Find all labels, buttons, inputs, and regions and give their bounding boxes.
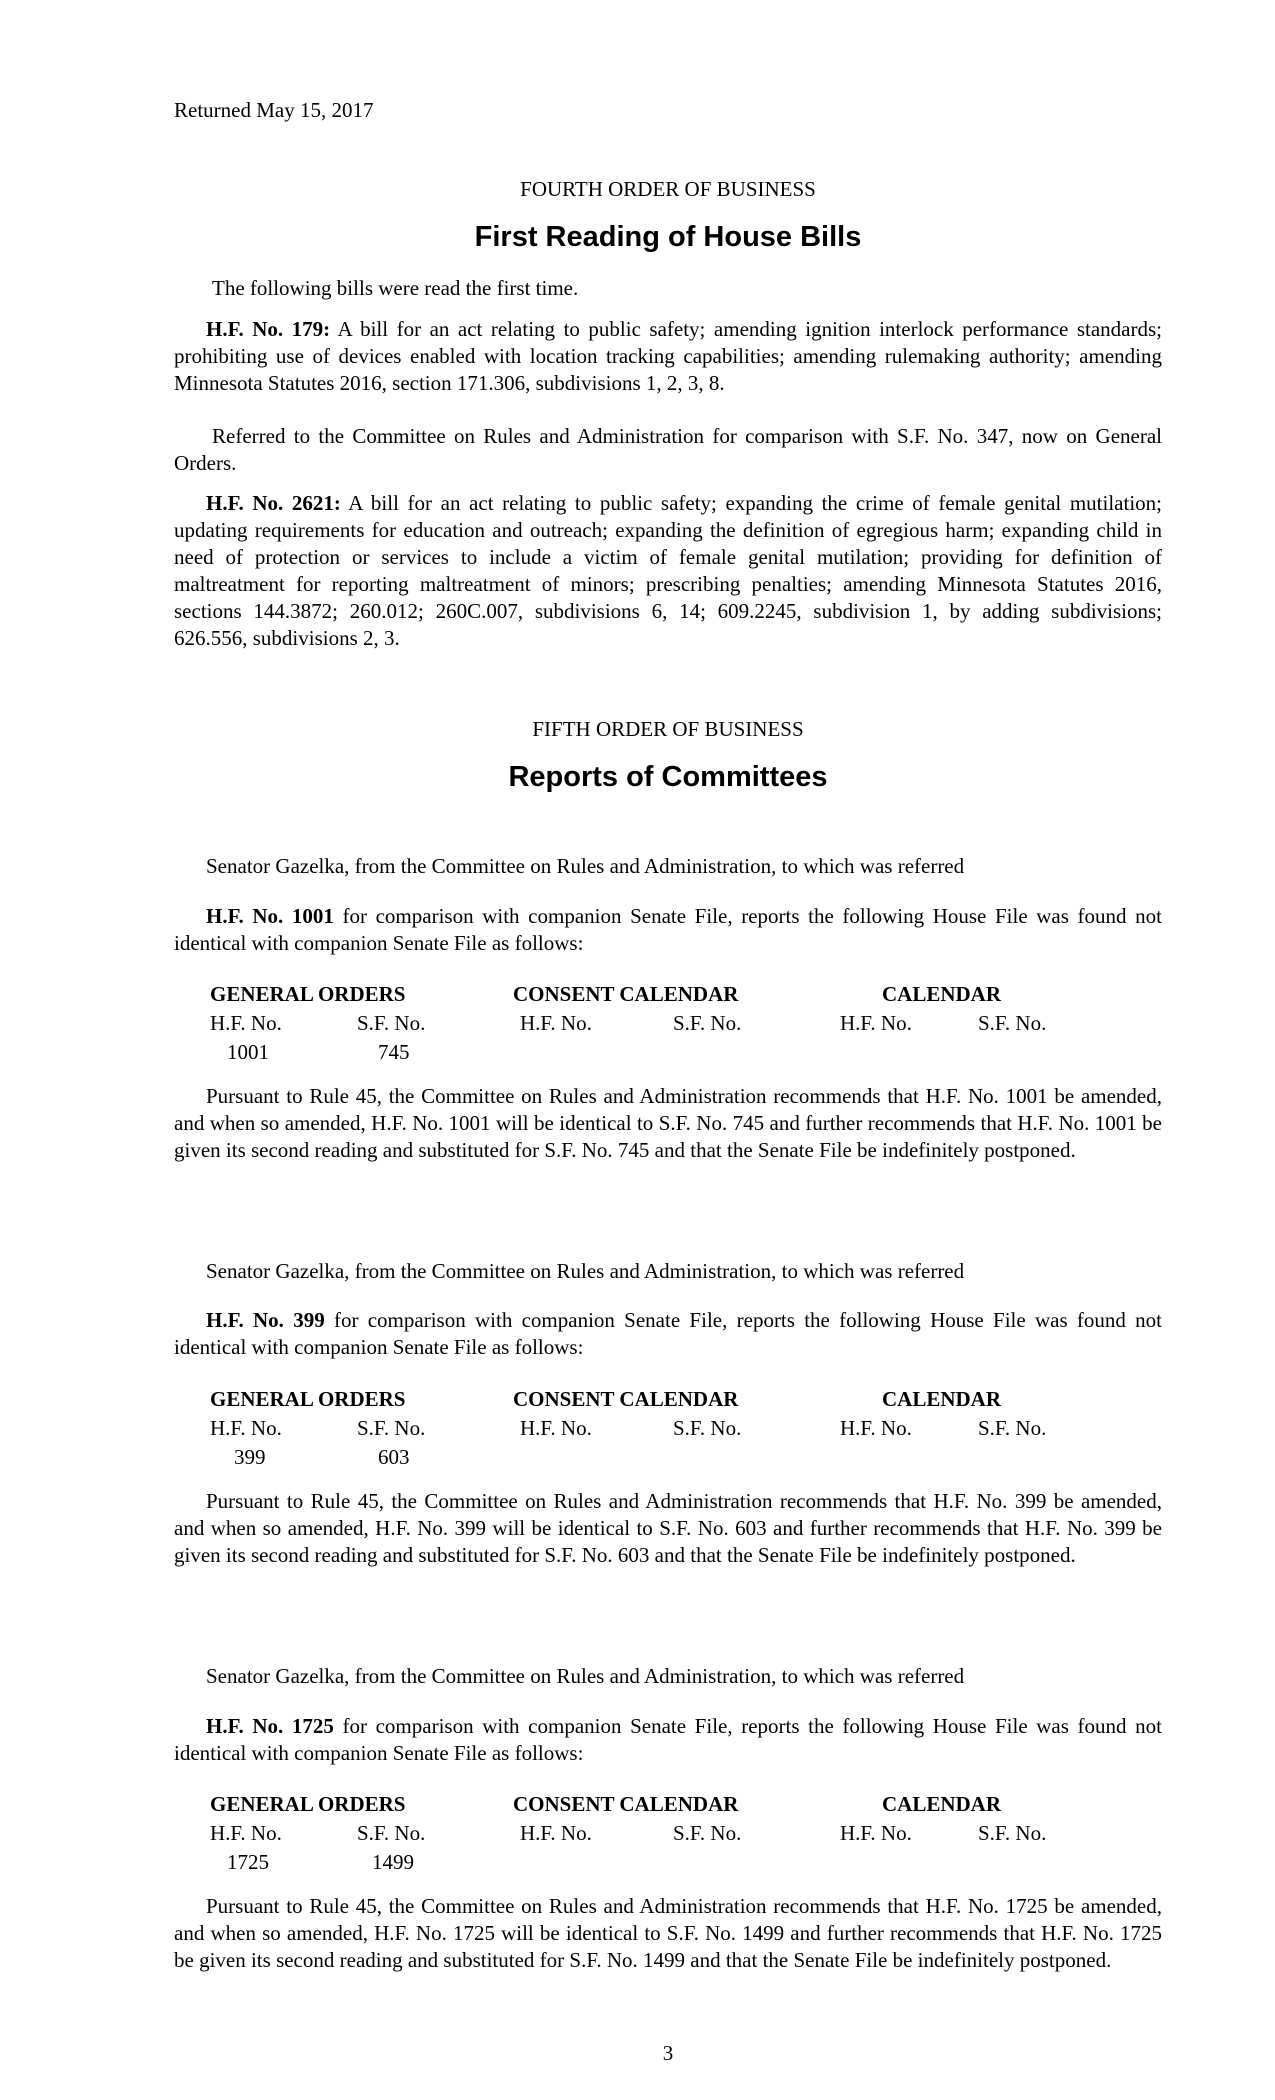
bill-hf-179: [174, 316, 1162, 397]
calendar-sf-col: S.F. No.: [978, 1821, 1047, 1845]
first-reading-intro: The following bills were read the first time.: [212, 276, 579, 300]
report-finding: H.F. No. 1725 for comparison with companion Senate File, reports the following House File was found not identical with companion Senate File as follows:: [174, 1714, 1162, 1765]
general-orders-hf-value: 1725: [227, 1850, 269, 1874]
consent-calendar-sf-col: S.F. No.: [673, 1011, 742, 1035]
consent-calendar-hf-col: H.F. No.: [520, 1821, 592, 1845]
general-orders-sf-value: 745: [378, 1040, 410, 1064]
report-intro: Senator Gazelka, from the Committee on Rules and Administration, to which was referred: [206, 1664, 965, 1688]
calendar-hf-col: H.F. No.: [840, 1011, 912, 1035]
consent-calendar-header: CONSENT CALENDAR: [513, 1387, 739, 1411]
consent-calendar-hf-col: H.F. No.: [520, 1416, 592, 1440]
general-orders-hf-col: H.F. No.: [210, 1011, 282, 1035]
bill-description: A bill for an act relating to public safety; amending ignition interlock performance standards; prohibiting use of devices enabled with location tracking capabilities; amending rulemaking authority; amending Minnesota Statutes 2016, section 171.306, subdivisions 1, 2, 3, 8.: [174, 317, 1162, 395]
report-hf-number: H.F. No. 1001: [206, 904, 334, 928]
general-orders-sf-col: S.F. No.: [357, 1011, 426, 1035]
general-orders-hf-value: 399: [234, 1445, 266, 1469]
calendar-sf-col: S.F. No.: [978, 1011, 1047, 1035]
general-orders-sf-value: 603: [378, 1445, 410, 1469]
first-reading-title: First Reading of House Bills: [474, 221, 862, 253]
page-number: 3: [662, 2041, 674, 2065]
bill-number: H.F. No. 2621:: [206, 491, 341, 515]
fifth-order-label: FIFTH ORDER OF BUSINESS: [532, 717, 804, 741]
report-finding: H.F. No. 399 for comparison with companion Senate File, reports the following House File was found not identical with companion Senate File as follows:: [174, 1308, 1162, 1359]
consent-calendar-hf-col: H.F. No.: [520, 1011, 592, 1035]
consent-calendar-header: CONSENT CALENDAR: [513, 982, 739, 1006]
reports-of-committees-title: Reports of Committees: [508, 761, 828, 793]
calendar-table: [210, 981, 1110, 1071]
general-orders-header: GENERAL ORDERS: [210, 1387, 406, 1411]
calendar-header: CALENDAR: [882, 1792, 1002, 1816]
general-orders-sf-value: 1499: [372, 1850, 414, 1874]
report-intro: Senator Gazelka, from the Committee on Rules and Administration, to which was referred: [206, 1259, 965, 1283]
return-date: Returned May 15, 2017: [174, 98, 374, 122]
calendar-table: [210, 1386, 1110, 1476]
general-orders-header: GENERAL ORDERS: [210, 982, 406, 1006]
general-orders-hf-value: 1001: [227, 1040, 269, 1064]
report-hf-number: H.F. No. 1725: [206, 1714, 334, 1738]
consent-calendar-header: CONSENT CALENDAR: [513, 1792, 739, 1816]
consent-calendar-sf-col: S.F. No.: [673, 1821, 742, 1845]
bill-hf-2621: [174, 490, 1162, 652]
report-intro: Senator Gazelka, from the Committee on Rules and Administration, to which was referred: [206, 854, 965, 878]
general-orders-sf-col: S.F. No.: [357, 1416, 426, 1440]
general-orders-header: GENERAL ORDERS: [210, 1792, 406, 1816]
report-hf-number: H.F. No. 399: [206, 1308, 325, 1332]
bill-description: A bill for an act relating to public safety; expanding the crime of female genital mutilation; updating requirements for education and outreach; expanding the definition of egregious harm; expanding child in need of protection or services to include a victim of female genital mutilation; providing for definition of maltreatment for reporting maltreatment of minors; prescribing penalties; amending Minnesota Statutes 2016, sections 144.3872; 260.012; 260C.007, subdivisions 6, 14; 609.2245, subdivision 1, by adding subdivisions; 626.556, subdivisions 2, 3.: [174, 491, 1162, 650]
calendar-table: [210, 1791, 1110, 1881]
report-finding: H.F. No. 1001 for comparison with companion Senate File, reports the following House File was found not identical with companion Senate File as follows:: [174, 904, 1162, 955]
calendar-header: CALENDAR: [882, 1387, 1002, 1411]
bill-number: H.F. No. 179:: [206, 317, 331, 341]
report-recommendation: Pursuant to Rule 45, the Committee on Rules and Administration recommends that H.F. No. 1725 be amended, and when so amended, H.F. No. 1725 will be identical to S.F. No. 1499 and further recommends that H.F. No. 1725 be given its second reading and substituted for S.F. No. 1499 and that the Senate File be indefinitely postponed.: [174, 1894, 1162, 1972]
calendar-hf-col: H.F. No.: [840, 1416, 912, 1440]
general-orders-sf-col: S.F. No.: [357, 1821, 426, 1845]
report-recommendation: Pursuant to Rule 45, the Committee on Rules and Administration recommends that H.F. No. 1001 be amended, and when so amended, H.F. No. 1001 will be identical to S.F. No. 745 and further recommends that H.F. No. 1001 be given its second reading and substituted for S.F. No. 745 and that the Senate File be indefinitely postponed.: [174, 1084, 1162, 1162]
report-recommendation: Pursuant to Rule 45, the Committee on Rules and Administration recommends that H.F. No. 399 be amended, and when so amended, H.F. No. 399 will be identical to S.F. No. 603 and further recommends that H.F. No. 399 be given its second reading and substituted for S.F. No. 603 and that the Senate File be indefinitely postponed.: [174, 1489, 1162, 1567]
fourth-order-label: FOURTH ORDER OF BUSINESS: [520, 177, 816, 201]
calendar-sf-col: S.F. No.: [978, 1416, 1047, 1440]
calendar-hf-col: H.F. No.: [840, 1821, 912, 1845]
calendar-header: CALENDAR: [882, 982, 1002, 1006]
consent-calendar-sf-col: S.F. No.: [673, 1416, 742, 1440]
general-orders-hf-col: H.F. No.: [210, 1821, 282, 1845]
bill-hf-179-referral: Referred to the Committee on Rules and Administration for comparison with S.F. No. 347, now on General Orders.: [174, 424, 1162, 475]
general-orders-hf-col: H.F. No.: [210, 1416, 282, 1440]
